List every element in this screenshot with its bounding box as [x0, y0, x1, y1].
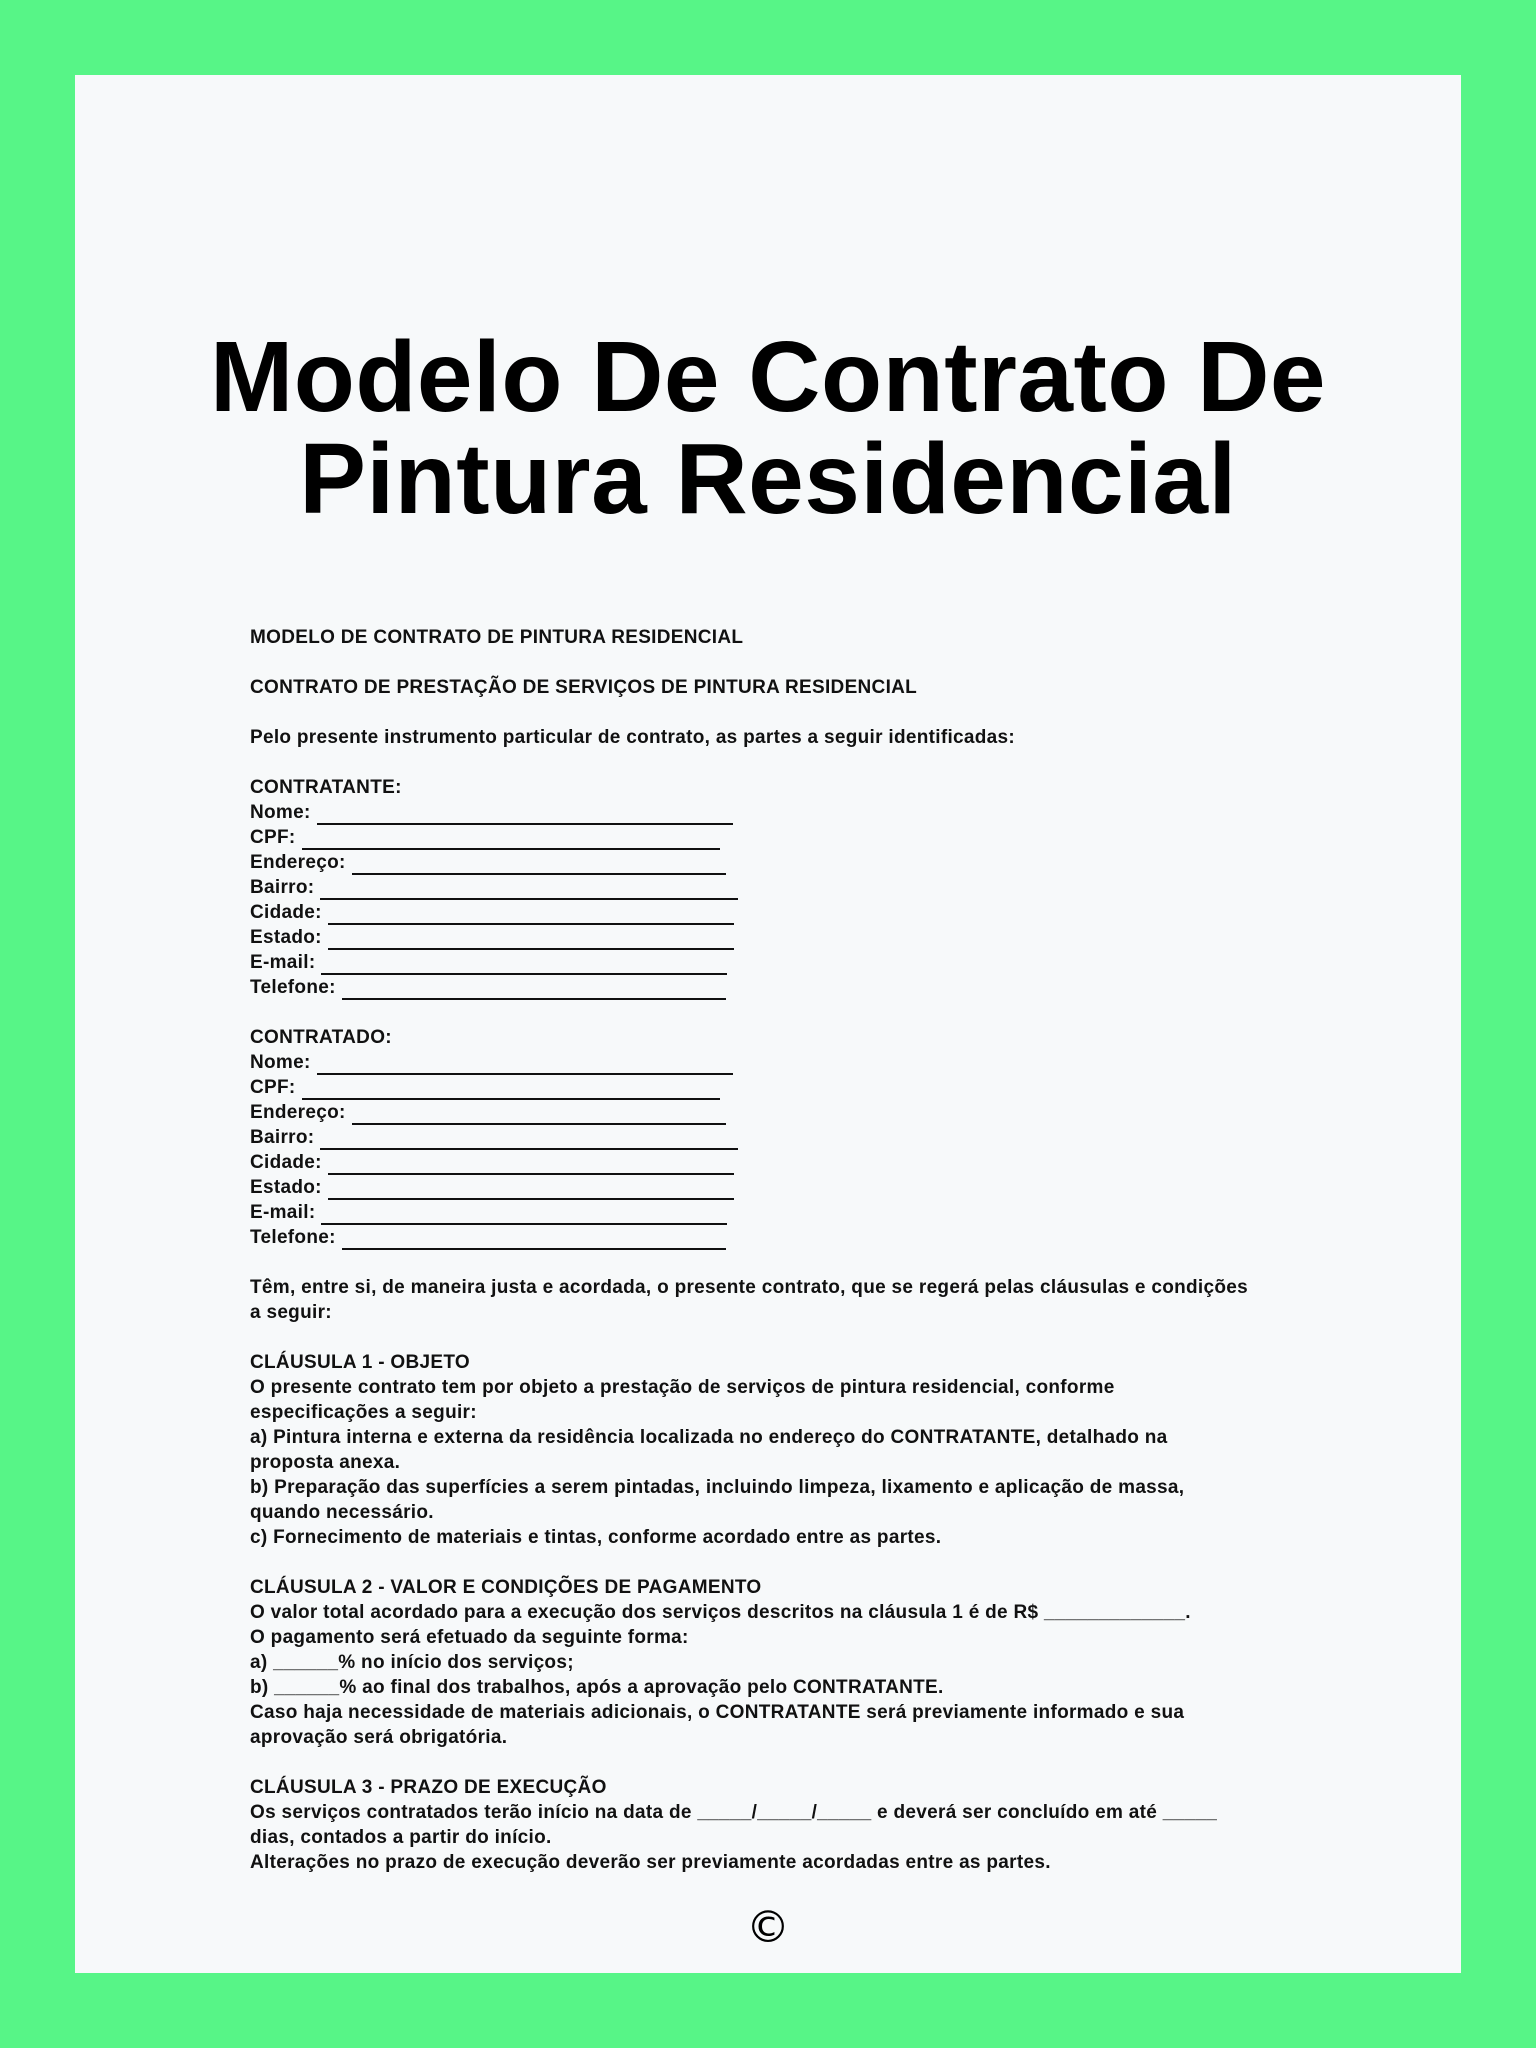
contratado-bairro-field	[250, 1125, 1350, 1150]
field-label: E-mail:	[250, 952, 316, 973]
title-line-2: Pintura Residencial	[299, 423, 1237, 535]
clausula-1-section	[250, 1350, 1350, 1550]
clausula-line: Alterações no prazo de execução deverão ser previamente acordadas entre as partes.	[250, 1852, 1051, 1873]
field-label: Nome:	[250, 1052, 311, 1073]
heading-model: MODELO DE CONTRATO DE PINTURA RESIDENCIAL	[250, 627, 744, 648]
blank-line	[302, 1080, 720, 1100]
blank-line	[328, 1180, 734, 1200]
intro-text: Pelo presente instrumento particular de contrato, as partes a seguir identificadas:	[250, 727, 1016, 748]
clausula-line: O presente contrato tem por objeto a prestação de serviços de pintura residencial, conforme	[250, 1377, 1115, 1398]
blank-line	[317, 1055, 733, 1075]
field-label: E-mail:	[250, 1202, 316, 1223]
contratado-cidade-field	[250, 1150, 1350, 1175]
field-label: Cidade:	[250, 1152, 322, 1173]
field-label: Estado:	[250, 1177, 322, 1198]
contratado-endereco-field	[250, 1100, 1350, 1125]
blank-line	[320, 1130, 738, 1150]
field-label: Bairro:	[250, 1127, 315, 1148]
blank-line	[342, 980, 726, 1000]
agreement-paragraph	[250, 1275, 1350, 1325]
contratante-label: CONTRATANTE:	[250, 777, 402, 798]
blank-line	[321, 1205, 727, 1225]
clausula-line: proposta anexa.	[250, 1452, 401, 1473]
field-label: Estado:	[250, 927, 322, 948]
document-title	[75, 321, 1461, 535]
clausula-line: a) Pintura interna e externa da residência localizada no endereço do CONTRATANTE, detalhado na	[250, 1427, 1168, 1448]
blank-line	[328, 1155, 734, 1175]
contratado-estado-field	[250, 1175, 1350, 1200]
clausula-3-title: CLÁUSULA 3 - PRAZO DE EXECUÇÃO	[250, 1777, 607, 1798]
contratante-estado-field	[250, 925, 1350, 950]
contratante-bairro-field	[250, 875, 1350, 900]
blank-line	[328, 930, 734, 950]
clausula-line: b) Preparação das superfícies a serem pintadas, incluindo limpeza, lixamento e aplicação de massa,	[250, 1477, 1185, 1498]
clausula-2-title: CLÁUSULA 2 - VALOR E CONDIÇÕES DE PAGAMENTO	[250, 1577, 762, 1598]
contratado-email-field	[250, 1200, 1350, 1225]
field-label: Endereço:	[250, 1102, 346, 1123]
clausula-line: Os serviços contratados terão início na data de _____/_____/_____ e deverá ser concluído em até _____	[250, 1802, 1218, 1823]
blank-line	[352, 855, 726, 875]
contratado-label: CONTRATADO:	[250, 1027, 392, 1048]
clausula-line: aprovação será obrigatória.	[250, 1727, 508, 1748]
agreement-line: a seguir:	[250, 1302, 332, 1323]
contratado-nome-field	[250, 1050, 1350, 1075]
blank-line	[302, 830, 720, 850]
clausula-line: O pagamento será efetuado da seguinte forma:	[250, 1627, 689, 1648]
clausula-line: dias, contados a partir do início.	[250, 1827, 552, 1848]
clausula-line: quando necessário.	[250, 1502, 434, 1523]
field-label: Bairro:	[250, 877, 315, 898]
heading-contract: CONTRATO DE PRESTAÇÃO DE SERVIÇOS DE PINTURA RESIDENCIAL	[250, 677, 918, 698]
contratante-nome-field	[250, 800, 1350, 825]
title-line-1: Modelo De Contrato De	[209, 321, 1327, 433]
document-page	[75, 75, 1461, 1973]
clausula-line: Caso haja necessidade de materiais adicionais, o CONTRATANTE será previamente informado e sua	[250, 1702, 1185, 1723]
agreement-line: Têm, entre si, de maneira justa e acordada, o presente contrato, que se regerá pelas cláusulas e condições	[250, 1277, 1249, 1298]
field-label: Cidade:	[250, 902, 322, 923]
contratado-cpf-field	[250, 1075, 1350, 1100]
clausula-line: b) ______% ao final dos trabalhos, após a aprovação pelo CONTRATANTE.	[250, 1677, 944, 1698]
contratado-telefone-field	[250, 1225, 1350, 1250]
clausula-line: especificações a seguir:	[250, 1402, 477, 1423]
field-label: CPF:	[250, 827, 296, 848]
contratante-cpf-field	[250, 825, 1350, 850]
blank-line	[328, 905, 734, 925]
blank-line	[342, 1230, 726, 1250]
field-label: Endereço:	[250, 852, 346, 873]
blank-line	[317, 805, 733, 825]
blank-line	[352, 1105, 726, 1125]
clausula-line: O valor total acordado para a execução dos serviços descritos na cláusula 1 é de R$ _____________.	[250, 1602, 1191, 1623]
blank-line	[321, 955, 727, 975]
contratante-telefone-field	[250, 975, 1350, 1000]
clausula-line: a) ______% no início dos serviços;	[250, 1652, 574, 1673]
contratante-cidade-field	[250, 900, 1350, 925]
contratante-endereco-field	[250, 850, 1350, 875]
field-label: Telefone:	[250, 1227, 336, 1248]
clausula-line: c) Fornecimento de materiais e tintas, conforme acordado entre as partes.	[250, 1527, 942, 1548]
clausula-2-section	[250, 1575, 1350, 1750]
contratado-section	[250, 1025, 1350, 1250]
copyright-icon: ©	[746, 1902, 790, 1953]
field-label: CPF:	[250, 1077, 296, 1098]
document-body	[250, 625, 1350, 1875]
clausula-3-section	[250, 1775, 1350, 1875]
contratante-section	[250, 775, 1350, 1000]
clausula-1-title: CLÁUSULA 1 - OBJETO	[250, 1352, 470, 1373]
contratante-email-field	[250, 950, 1350, 975]
blank-line	[320, 880, 738, 900]
field-label: Nome:	[250, 802, 311, 823]
field-label: Telefone:	[250, 977, 336, 998]
